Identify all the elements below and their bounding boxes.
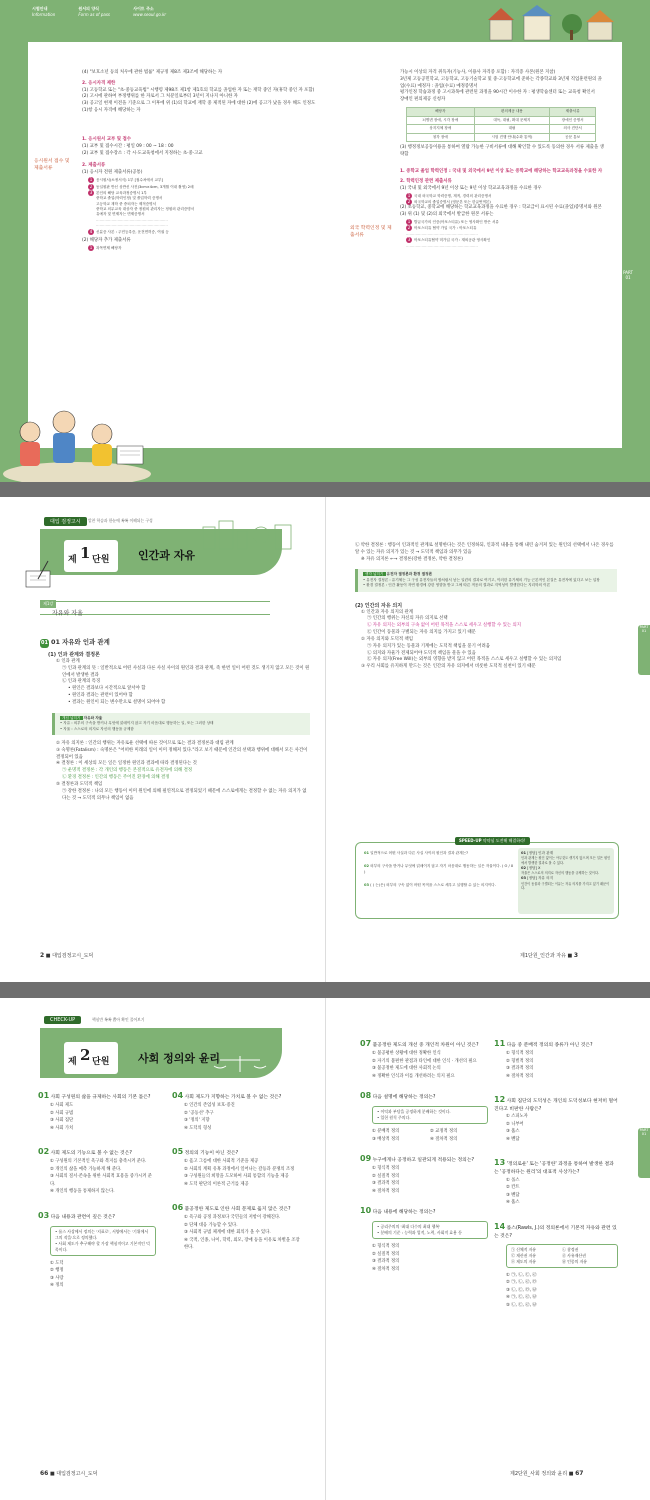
top-nav-item[interactable]: 사이트 주소 www.seoul.go.kr — [133, 6, 167, 17]
subheading: (1) 인과 관계와 결정론 — [48, 652, 100, 658]
top-nav-item[interactable]: 시험안내 Information — [32, 6, 56, 17]
text-line: (1) 응시자 전원 제출서류(공통) — [82, 170, 143, 176]
scale-illustration — [200, 1054, 280, 1074]
text-line: 본인의 해당 교육과정증명서 1부 — [96, 190, 147, 195]
text-line: ㉡ 약한 결정론 : 행동이 인과적인 관계로 설명한다는 것은 인정하되, 인과적 내용을 통해 내린 숨겨져 있는 원인의 선택에서 나온 경우를 알 수 있는 자유 의지가 있는 것 → 도덕적 책임과 의무가 있음 — [355, 543, 614, 555]
text-line: (3) 행정정보공동이용을 통하여 열람 가능한 구비서류에 대해 확인할 수 있도록 동의한 경우 서류 제출을 생략함 — [400, 145, 604, 158]
text-line: 장애인 편의제공 신청자 — [400, 97, 446, 103]
question: 04 사회 제도가 지향하는 가치로 볼 수 없는 것은? ① 인간의 존엄성 보호·증진 ② '공동선' 추구 ③ '정의' 지향 ④ 도덕의 형성 — [172, 1091, 282, 1131]
text-line: (4) "보호소년 등의 처우에 관한 법률" 제규정 제8조 제3조에 해당하는 자 — [82, 70, 223, 75]
text-line: • 원인은 결과보다 시간적으로 앞서야 함 — [68, 686, 146, 692]
section-heading: 1. 응시원서 교부 및 접수 — [82, 136, 132, 142]
banner-subtitle: 핵심만 쏙쏙 뽑아 확인 풀어보기 — [92, 1017, 145, 1022]
text-line: ㉠ 인간의 행위는 자신의 자유 의지로 선택 — [367, 616, 448, 622]
text-line: (1) 국내 및 외국에서 9년 이상 또는 9년 이상 학교교육과정을 수료한 경우 — [400, 185, 542, 191]
text-line: (2) 해당자 추가 제출서류 — [82, 238, 131, 244]
page-footer-left: 66 ■ 대입검정고시_도덕 — [40, 1470, 98, 1477]
lesson-tag: 제1강 — [40, 600, 56, 608]
banner-subtitle: 알찬 학습과 한눈에 쏙쏙 이해되는 구성 — [88, 518, 153, 523]
spread-exam-guide — [0, 0, 650, 482]
part-tab: PART 01 — [638, 625, 650, 675]
subheading: (2) 인간의 자유 의지 — [355, 602, 403, 609]
right-body — [355, 543, 617, 671]
text-line: ㉢ 자유 의지(Free Will)는 외부의 영향을 받지 않고 어떤 목적을 스스로 세우고 실행할 수 있는 의지임 — [367, 657, 562, 663]
section-heading: 01 01 자유와 인과 관계 — [41, 638, 110, 646]
top-nav-item[interactable]: 원서의 양식 Form as of pass — [78, 6, 110, 17]
text-line: ㉢ 인간이 동물과 구별되는 자유 의지를 가지고 있기 때문 — [367, 630, 476, 636]
page-footer-left: 2 ■ 대입검정고시_도덕 — [40, 952, 94, 959]
text-line: (1) 교부 및 접수시간 : 평일 09 : 00 ~ 18 : 00 — [82, 143, 174, 149]
text-line: ㉠ 운명적 결정론 : 각 개인의 행동은 본질적으로 유전자에 의해 결정 — [62, 768, 193, 774]
text-line: ① 인과 관계 — [56, 659, 80, 664]
question: 10 다음 내용에 해당하는 정의는? • 공리주의의 '최대 다수의 최대 행복' • 분배의 기준 : 능력과 업적, 노력, 사회적 효용 등 ① 형식적 정의 ② 실질적 정의 ③ 결과적 정의 ④ 절차적 정의 — [360, 1205, 488, 1273]
text-line: ㉡ 의지와 자율가 전제되어야 도덕적 책임을 물을 수 있음 — [367, 650, 476, 656]
left-body — [40, 637, 310, 802]
text-line: ⑤ 결정론과 도덕적 책임 — [56, 781, 103, 787]
speed-up-box — [355, 842, 619, 919]
part-tab: PART 01 — [638, 1128, 650, 1178]
question: 14 롤스(Rawls, J.)의 정의론에서 기본적 자유와 관련 있는 것은? ㉠ 신체적 자유 ㉡ 참정권 ㉢ 재산권 자유 ㉣ 사유재산권 ㉤ 제도의 자유 ㉥ 인종의 자유 ① ㉠, ㉡, ㉢, ㉣ ② ㉠, ㉡, ㉣, ㉤ ③ ㉡, ㉢, ㉤, ㉥ ④ ㉠, ㉢, ㉣, ㉥ ⑤ ㉡, ㉢, ㉣, ㉥ — [494, 1221, 617, 1308]
text-line: ② 자유 의지와 도덕적 책임 — [361, 636, 413, 642]
text-line: ㉡ 환경 결정론 : 인간의 행동은 주어진 환경에 의해 결정 — [62, 775, 170, 781]
text-line: 과목면제 해당자 — [96, 245, 122, 250]
text-line: 3년제 고등공민학교, 고등학교, 고등기술학교 및 중·고등학교에 준하는 각종학교와 3년제 직업훈련원의 졸업(수료) 예정자 : 졸업(수료) 예정증명서 — [400, 76, 602, 89]
section-heading: 2. 제출서류 — [82, 163, 106, 169]
section-heading: 2. 학력인정 관련 제출서류 — [400, 178, 452, 184]
question: 07 불공정한 제도의 개선 중 개인적 차원이 아닌 것은? ① 불공평한 상황에 대한 정확한 인식 ② 자기의 불편한 관점과 타인에 대한 인식 · 개선의 필요 ③ 불공정한 제도에 대한 사회적 논의 ④ 정확한 인식과 이를 개선하려는 의지 필요 — [360, 1039, 479, 1079]
text-line: ③ 숙명론(Fatalism) : 숙명론은 "어떠한 미래의 일이 이미 정해져 있다."라고 보기 때문에 인간의 선택과 행위에 대해서 모든 사건이 결정되어 있음 — [56, 747, 308, 760]
writing-illustration — [22, 557, 58, 591]
city-illustration — [195, 517, 305, 551]
question-column-3 — [360, 1038, 488, 1273]
text-line: (3) 위 (1) 및 (2)의 외국에서 발급한 원본 서류는 — [400, 212, 494, 218]
question: 01 사회 구성원의 삶을 규제하는 사회의 기본 틀은? ① 사회 제도 ② 사회 규범 ③ 사회 집단 ④ 사회 가치 — [38, 1091, 151, 1131]
text-line: 응시원서(소정서식) 1부 [접수처에서 교부] — [96, 178, 163, 183]
text-line: (2) 고시에 관하여 부정행위를 한 자로서 그 처분일로부터 3년이 지나지 아니한 자 — [82, 94, 238, 100]
text-line: (2) 교부 및 접수장소 : 각 시·도교육청에서 지정하는 초·중·고교 — [82, 150, 203, 156]
question: 12 사회 집단의 도덕성은 개인의 도덕성보다 현저히 떨어진다고 비판한 사람은? ① 스피노자 ② 니부어 ③ 홉스 ④ 벤담 — [494, 1095, 618, 1142]
text-line: 중학교 의무교육 대상자 중 정원외 관리자는 정원외 관리증명서 — [96, 207, 195, 212]
question: 09 누구에게나 공정하고 일관되게 적용되는 정의는? ① 형식적 정의 ② 실질적 정의 ③ 결과적 정의 ④ 절차적 정의 — [360, 1154, 474, 1194]
text-line: (3) 공고일 현재 이전을 기준으로 그 이후에 위 (1)의 학교에 재학 중 제적된 자에 대한 (2)에 공고가 났을 경우 해도 인정도 (1)항 응시 자격에 해당하는 자 — [82, 101, 316, 114]
unit-number: 제 1 단원 — [64, 540, 118, 572]
side-label: 외국 학력인정 및 제출서류 — [350, 226, 392, 239]
text-line: 가능시 이상의 자격 취득자(기능사, 이용사 자격증 포함) : 자격증 사본(원본 지참) — [400, 70, 556, 75]
text-line: • 원인과 결과는 관련이 있어야 함 — [68, 693, 133, 699]
text-line: 고등학교 재학 중 중퇴자는 제적증명서 — [96, 201, 157, 206]
gutter — [325, 497, 326, 982]
text-line: 평가인정 학습과정 중 고시과목에 관련된 과정을 90시간 이수한 자 : 평생학습센터 또는 교육청 확인서 — [400, 90, 595, 96]
table-header: 해당자 — [407, 108, 475, 117]
question-box: ㉠ 신체적 자유 ㉡ 참정권 ㉢ 재산권 자유 ㉣ 사유재산권 ㉤ 제도의 자유 ㉥ 인종의 자유 — [506, 1244, 618, 1268]
question-column-4 — [494, 1038, 618, 1309]
table-row: 청각 장애 시험 진행 안내(수화 통역) 공문 통보 — [407, 133, 596, 142]
text-line: 유예자 및 면제자는 면제증명서 — [96, 212, 145, 217]
part-label: PART 01 — [623, 270, 633, 280]
question: 11 다음 중 분배적 정의의 종류가 아닌 것은? ① 형식적 정의 ② 형벌적 정의 ③ 결과적 정의 ④ 절차적 정의 — [494, 1039, 593, 1079]
note-box: 개념 넓히기 자유와 자율 • 자유 : 외부의 구속을 받거나 무엇에 얽매이지 않고 자기 마음대로 행동하는 일, 또는 그러한 상태 • 자율 : 스스로의 의지로 자신의 행동을 규제함 — [52, 713, 310, 735]
table-row: 상지지체 장애 대필 의사 진단서 — [407, 125, 596, 134]
spread-unit1 — [0, 497, 650, 982]
question: 13 '정의로운' 또는 '공정한' 과정을 통하여 발생한 결과는 '공정하다는 원리'의 대표적 사상가는? ① 롤스 ② 칸트 ③ 벤담 ④ 홉스 — [494, 1158, 614, 1206]
question-box: • 롤스 사상에서 정의는 '지표로', 서양에서는 '기위에서 그의 작을'으로 정의했다. • 사회 제도가 추구해야 할 가장 핵심적이고 기본적인 덕목이다. — [50, 1226, 156, 1256]
accommodation-table — [406, 107, 596, 142]
gutter — [325, 998, 326, 1500]
spread-unit2-checkup — [0, 998, 650, 1500]
table-header: 편의제공 내용 — [474, 108, 550, 117]
text-line: 동일원판 반신 상반신 사진(3cm×4cm, 3개월 이내 촬영) 2매 — [96, 184, 194, 189]
side-label: 응시원서 접수 및 제출서류 — [34, 159, 70, 172]
unit-title: 사회 정의와 윤리 — [138, 1052, 221, 1065]
right-column: 가능시 이상의 자격 취득자(기능사, 이용사 자격증 포함) : 자격증 사본(원본 지참) 3년제 고등공민학교, 고등학교, 고등기술학교 및 중·고등학교에 준하는 각종학교와 3년제 직업훈련원의 졸업(수료) 예정자 : 졸업(수료) 예정증명서 평가인정 학습과정 중 고시과목에 관련된 과정을 90시간 이수한 자 : 평생학습센터 또는 교육청 확인서 장애인 편의제공 신청자 해당자 편의제공 내용 제출서류 뇌병변 장애, 시각 장애 대독, 대필, 확대 문제지 장애인 증명서 상지지체 장애 대필 의사 진단서 청각 장애 시험 진행 안내(수화 통역) 공문 통보 (3) 행정정보공동이용을 통하여 열람 가능한 구비서류에 대해 확인할 수 있도록 동의한 경우 서류 제출을 생략함 1. 중학교 졸업 학력인정 : 국내 및 외국에서 9년 이상 또는 중학교에 해당하는 학교교육과정을 수료한 자 2. 학력인정 관련 제출서류 (1) 국내 및 외국에서 9년 이상 또는 9년 이상 학교교육과정을 수료한 경우 1 국내 외국학교 학력증명, 재적, 경력의 관리증명서 2 외국학교의 졸업증명서 (영문본 또는 한글번역본) (2) 초등학교, 중학교에 해당하는 학교교육과정을 수료한 경우 : 학교급이 표시된 수료(졸업)증명서와 원본 (3) 위 (1) 및 (2)의 외국에서 발급한 원본 서류는 1 발급국가의 인증(아포스티유) 또는 영사확인 받은 서류 2 아포스티유 협약 가입 국가 : 아포스티유 …………………………………………………… 3 아포스티유협약 미가입 국가 : 재외공관 영사확인 …………………………………………………… — [400, 70, 604, 248]
text-line: ※ 자유 의지론 ←→ 결정론(강한 결정론, 약한 결정론) — [361, 556, 463, 562]
question-box: • 이익과 부담을 공정하게 분배하는 것이다. • 입헌 원칙 주의다. — [372, 1106, 488, 1124]
theme-box: 생각 넓히기 유전자 결정론과 환경 결정론 • 유전자 결정론 : 유기체는 그 구성 유전자들의 합처럼서 낳는 일련의 결과로 여기고, 이러한 유기체의 기능 근본적인 본질은 유전자에 있다고 보는 입장 • 환경 결정론 : 인간 활동이 자연 환경에 강한 영향을 받고 그에 따른 적응의 결과로 지역성이 발생한다는 지리학의 이론 — [355, 569, 617, 591]
section-heading: 2. 응시자격 제한 — [82, 80, 116, 86]
speed-questions: 01 일반적으로 어떤 사실과 다른 사실 사이의 원인과 결과 관계는? 02 외부의 구속을 받거나 무엇에 얽매이지 않고 자기 마음대로 행동하는 일은 자율이다. ( O / X ) 03 ( ) 는(은) 외부의 구속 없이 어떤 목적을 스스로 세우고 실행할 수 있는 의지이다. — [364, 851, 514, 888]
text-line: ④ 결정론 : 이 세상의 모든 일은 일정한 원인과 결과에 따라 결정된다는 것 — [56, 761, 197, 767]
question-column-2 — [172, 1090, 302, 1252]
text-line: • 결과는 원인이 되는 변수만으로 설명이 되어야 함 — [68, 699, 166, 705]
text-line: ㉠ 강한 결정론 : 나의 모든 행동이 이미 원인에 의해 필연적으로 결정되었기 때문에 스스로에게는 결정할 수 없는 자유 의지가 없다는 것 → 도덕적 의무나 책임이 없음 — [62, 788, 307, 801]
section-heading: 1. 중학교 졸업 학력인정 : 국내 및 외국에서 9년 이상 또는 중학교에 해당하는 학교교육과정을 수료한 자 — [400, 169, 603, 175]
banner-tab: CHECK-UP — [44, 1016, 81, 1024]
text-line: (1) 고등학교 또는 "초·중등교육법" 시행령 제98조 제1항 제1호의 학교를 졸업한 자 또는 재학 중인 자(휴학 중인 자 포함) — [82, 87, 315, 93]
speed-answers: 01 [정답] 인과 관계 인과 관계는 원인 없이는 아무것도 생기지 않으며 모든 일은 원인에서 발생한 결과로 볼 수 있다. 02 [정답] X 자율은 스스로의 의지로 자신의 행동을 규제하는 것이다. 03 [정답] 자유 의지 인간이 동물과 구별되는 이유는 자유 의지를 가지고 있기 때문이다. — [518, 848, 614, 914]
left-column: (4) "보호소년 등의 처우에 관한 법률" 제규정 제8조 제3조에 해당하는 자 2. 응시자격 제한 (1) 고등학교 또는 "초·중등교육법" 시행령 제98조 제1항 제1호의 학교를 졸업한 자 또는 재학 중인 자(휴학 중인 자 포함) (2) 고시에 관하여 부정행위를 한 자로서 그 처분일로부터 3년이 지나지 아니한 자 (3) 공고일 현재 이전을 기준으로 그 이후에 위 (1)의 학교에 재학 중 제적된 자에 대한 (2)에 공고가 났을 경우 해도 인정도 (1)항 응시 자격에 해당하는 자 1. 응시원서 교부 및 접수 (1) 교부 및 접수시간 : 평일 09 : 00 ~ 18 : 00 (2) 교부 및 접수장소 : 각 시·도교육청에서 지정하는 초·중·고교 2. 제출서류 (1) 응시자 전원 제출서류(공통) 1 응시원서(소정서식) 1부 [접수처에서 교부] 2 동일원판 반신 상반신 사진(3cm×4cm, 3개월 이내 촬영) 2매 3 본인의 해당 교육과정증명서 1부 중학교 졸업(학력인정) 및 졸업학력 증명서 고등학교 재학 중 중퇴자는 제적증명서 중학교 의무교육 대상자 중 정원외 관리자는 정원외 관리증명서 유예자 및 면제자는 면제증명서 …………………………………………………… …………………………………………………… 4 신분증 사본 : 주민등록증, 운전면허증, 여권 등 (2) 해당자 추가 제출서류 1 과목면제 해당자 — [82, 70, 320, 251]
question-column-1 — [38, 1090, 156, 1290]
question: 05 정의의 기능이 아닌 것은? ① 옳고 그름에 대한 사회적 기준을 제공 ② 사회의 계획 유혹 과정에서 일어나는 갈등과 분쟁의 조정 ③ 구성원들의 희망을 도모하여 사회 통합의 기능을 제공 ④ 도덕 판단의 이론적 근거를 제공 — [172, 1147, 295, 1187]
question: 06 불공정한 제도로 인한 사회 문제로 옳지 않은 것은? ① 욕구와 공정 과정보다 국민들의 저항이 강해진다. ② 단체 대응 가능할 수 있다. ③ 사회적 규범 체계에 대한 회의가 올 수 있다. ④ 국적, 인종, 나이, 학력, 외모, 장애 등을 이유로 차별을 조장한다. — [172, 1203, 300, 1251]
speed-up-label: SPEED-UP 약약심 도전해 해결하라! — [455, 837, 530, 845]
lesson-header — [40, 601, 270, 615]
unit-number: 제 2 단원 — [64, 1042, 118, 1074]
text-line: ② 자유 의지론 : 인간의 행위는 자유로운 선택에 따른 것이므로 또는 결과 결정론과 대립 관계 — [56, 740, 234, 746]
unit-title: 인간과 자유 — [138, 549, 195, 562]
question: 08 다음 설명에 해당하는 정의는? • 이익과 부담을 공정하게 분배하는 것이다. • 입헌 원칙 주의다. ① 분배적 정의 ② 교정적 정의 ③ 배상적 정의 ④ 절차적 정의 — [360, 1090, 488, 1143]
text-line: ㉡ 인과 관계의 특징 — [62, 679, 101, 685]
question: 02 사회 제도의 기능으로 볼 수 없는 것은? ① 구성원의 기본적인 욕구와 복지를 충족시켜 준다. ② 개인의 삶을 예측 가능하게 해 준다. ③ 사회의 질서·존속을 위한 사회적 효용을 증가시켜 준다. ④ 개인의 행동을 통제하지 않는다. — [38, 1147, 152, 1195]
top-nav — [32, 6, 184, 25]
text-line: ㉠ 자유 의지가 있는 동물과 기계에는 도덕적 책임을 묻기 어려움 — [367, 643, 490, 649]
page-footer-right: 제1단원_인간과 자유 ■ 3 — [520, 952, 579, 959]
question: 03 다음 내용과 관련이 깊은 것은? • 롤스 사상에서 정의는 '지표로', 서양에서는 '기위에서 그의 작을'으로 정의했다. • 사회 제도가 추구해야 할 가장 핵심적이고 기본적인 덕목이다. ① 도덕 ② 행정 ③ 사랑 ④ 정의 — [38, 1210, 156, 1290]
table-row: 뇌병변 장애, 시각 장애 대독, 대필, 확대 문제지 장애인 증명서 — [407, 116, 596, 125]
banner-tab: 대입 검정고시 — [44, 517, 87, 526]
text-line: 신분증 사본 : 주민등록증, 운전면허증, 여권 등 — [96, 229, 169, 234]
village-illustration — [480, 2, 630, 44]
text-line: 중학교 졸업(학력인정) 및 졸업학력 증명서 — [96, 196, 163, 201]
text-line: (2) 초등학교, 중학교에 해당하는 학교교육과정을 수료한 경우 : 학교급이 표시된 수료(졸업)증명서와 원본 — [400, 205, 602, 211]
text-line: ㉠ 인과 관계의 뜻 : 일반적으로 어떤 사실과 다른 사실 사이의 원인과 결과 관계, 즉 한번 일이 어떤 것도 생기지 않고 모든 것이 원인에서 발생한 결과 — [62, 665, 310, 678]
table-header: 제출서류 — [550, 108, 596, 117]
question-box: • 공리주의의 '최대 다수의 최대 행복' • 분배의 기준 : 능력과 업적, 노력, 사회적 효용 등 — [372, 1221, 488, 1239]
text-line: ① 인간과 자유 의지의 관계 — [361, 609, 413, 615]
children-illustration — [2, 384, 152, 482]
lesson-title: 자유와 자율 — [52, 610, 83, 617]
text-line: ㉡ 자유 의지는 외부의 구속 없이 어떤 목적을 스스로 세우고 실행할 수 있는 의지 — [367, 623, 522, 629]
page-footer-right: 제2단원_사회 정의와 윤리 ■ 67 — [510, 1470, 584, 1477]
text-line: ③ 우리 사회를 유지하게 만드는 것은 인간의 자유 의지에서 비롯한 도덕적 실천이 있기 때문 — [361, 664, 536, 670]
